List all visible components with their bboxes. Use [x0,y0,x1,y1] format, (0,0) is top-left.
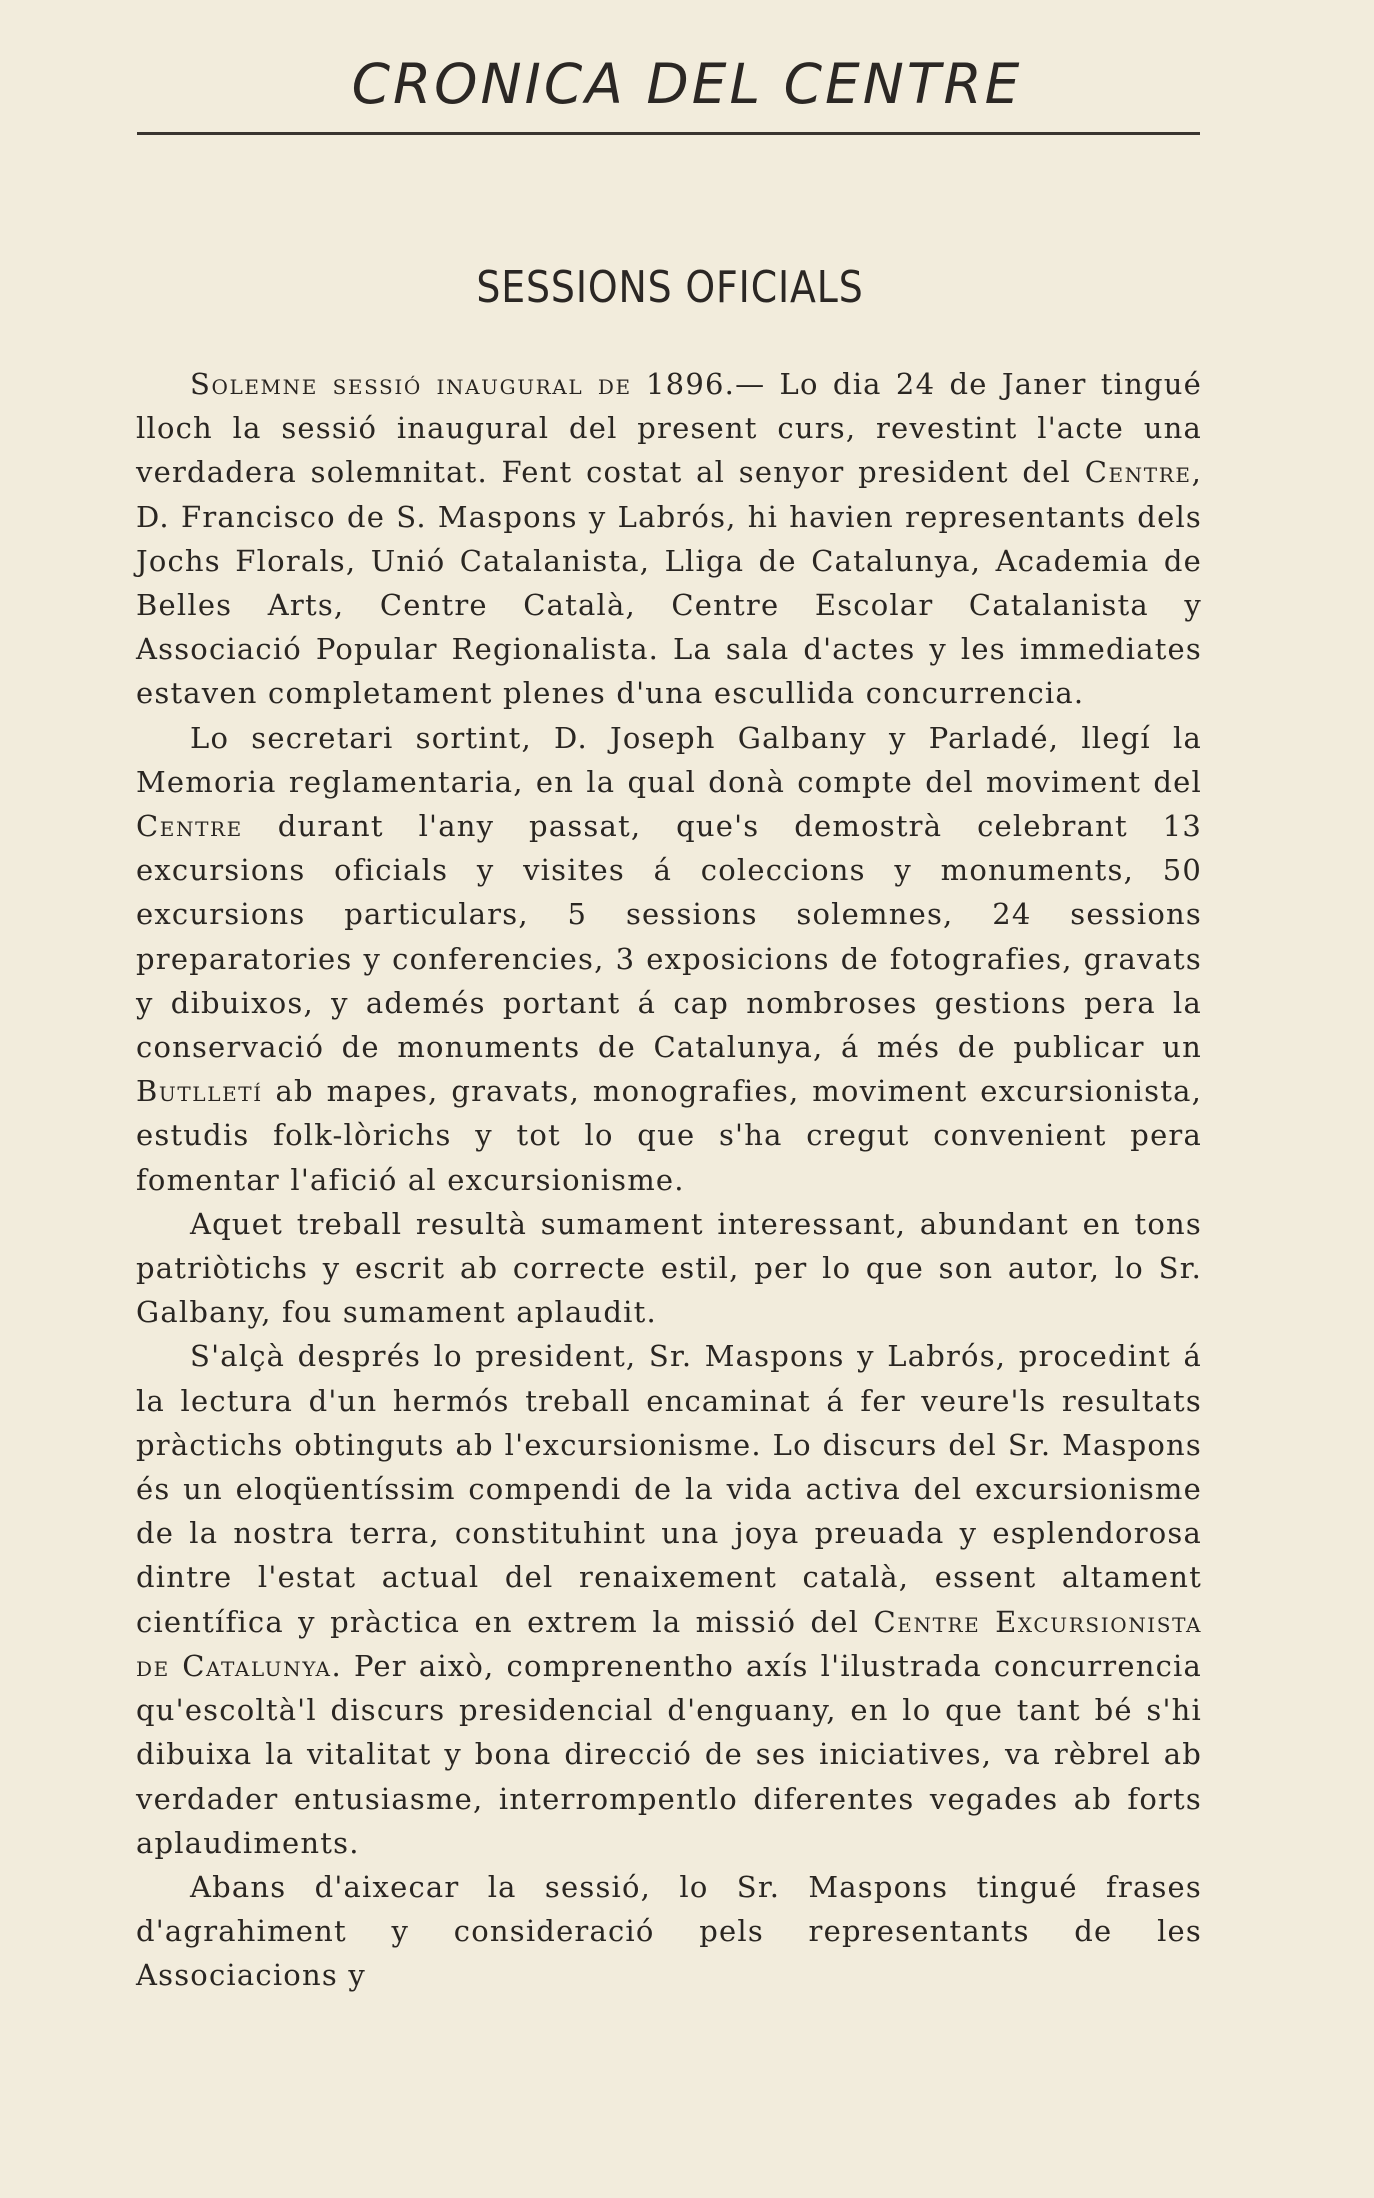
paragraph-4-text-2: . Per això, comprenentho axís l'ilustrada concurrencia qu'escoltà'l discurs presidencial d'enguany, en lo que tant bé s'hi dibuixa la vitalitat y bona direcció de ses iniciatives, va rèbrel ab verdader entusiasme, interrompentlo diferentes vegades ab forts aplaudiments. [136,1648,1202,1860]
paragraph-2-text: Lo secretari sortint, D. Joseph Galbany y Parladé, llegí la Memoria reglamentaria, en la qual donà compte del moviment del [136,720,1202,799]
header-rule [137,132,1200,135]
paragraph-heading-year: 1896. [646,367,736,401]
butlleti-smallcaps: Butlletí [136,1074,263,1109]
running-head: CRONICA DEL CENTRE [351,52,1023,116]
paragraph-2 [136,716,1202,1202]
paragraph-1 [136,362,1202,716]
paragraph-3-text: Aquet treball resultà sumament interessant, abundant en tons patriòtichs y escrit ab correcte estil, per lo que son autor, lo Sr. Galbany, fou sumament aplaudit. [136,1206,1202,1330]
section-title: SESSIONS OFICIALS [476,262,864,313]
paragraph-2-text-2: durant l'any passat, que's demostrà celebrant 13 excursions oficials y visites á coleccions y monuments, 50 excursions particulars, 5 sessions solemnes, 24 sessions preparatories y conferencies, 3 exposicions de fotografies, gravats y dibuixos, y ademés portant á cap nombroses gestions pera la conservació de monuments de Catalunya, á més de publicar un [136,809,1202,1065]
paragraph-4-text: S'alçà després lo president, Sr. Maspons y Labrós, procedint á la lectura d'un hermós treball encaminat á fer veure'ls resultats pràctichs obtinguts ab l'excursionisme. Lo discurs del Sr. Maspons és un eloqüentíssim compendi de la vida activa del excursionisme de la nostra terra, constituhint una joya preuada y esplendorosa dintre l'estat actual del renaixement català, essent altament científica y pràctica en extrem la missió del [136,1339,1202,1639]
paragraph-4 [136,1334,1202,1864]
paragraph-2-text-3: ab mapes, gravats, monografies, moviment excursionista, estudis folk-lòrichs y tot lo que s'ha cregut convenient pera fomentar l'afició al excursionisme. [136,1074,1202,1197]
centre-smallcaps: Centre [1084,455,1192,490]
paragraph-5-text: Abans d'aixecar la sessió, lo Sr. Maspons tingué frases d'agrahiment y consideració pels representants de les Associacions y [136,1869,1202,1993]
paragraph-3 [136,1202,1202,1335]
centre-smallcaps: Centre [136,809,243,844]
paragraph-5 [136,1865,1202,1998]
paragraph-1-text-2: , D. Francisco de S. Maspons y Labrós, hi havien representants dels Jochs Florals, Unió Catalanista, Lliga de Catalunya, Academia de Belles Arts, Centre Català, Centre Escolar Catalanista y Associació Popular Regionalista. La sala d'actes y les immediates estaven completament plenes d'una escullida concurrencia. [136,455,1202,711]
paragraph-heading: Solemne sessió inaugural de [190,367,632,401]
paragraph-1-text: — Lo dia 24 de Janer tingué lloch la sessió inaugural del present curs, revestint l'acte una verdadera solemnitat. Fent costat al senyor president del [136,367,1202,490]
body-text [136,362,1202,1998]
centre-excursionista-smallcaps: Centre Excursionista de Catalunya [136,1604,1202,1683]
